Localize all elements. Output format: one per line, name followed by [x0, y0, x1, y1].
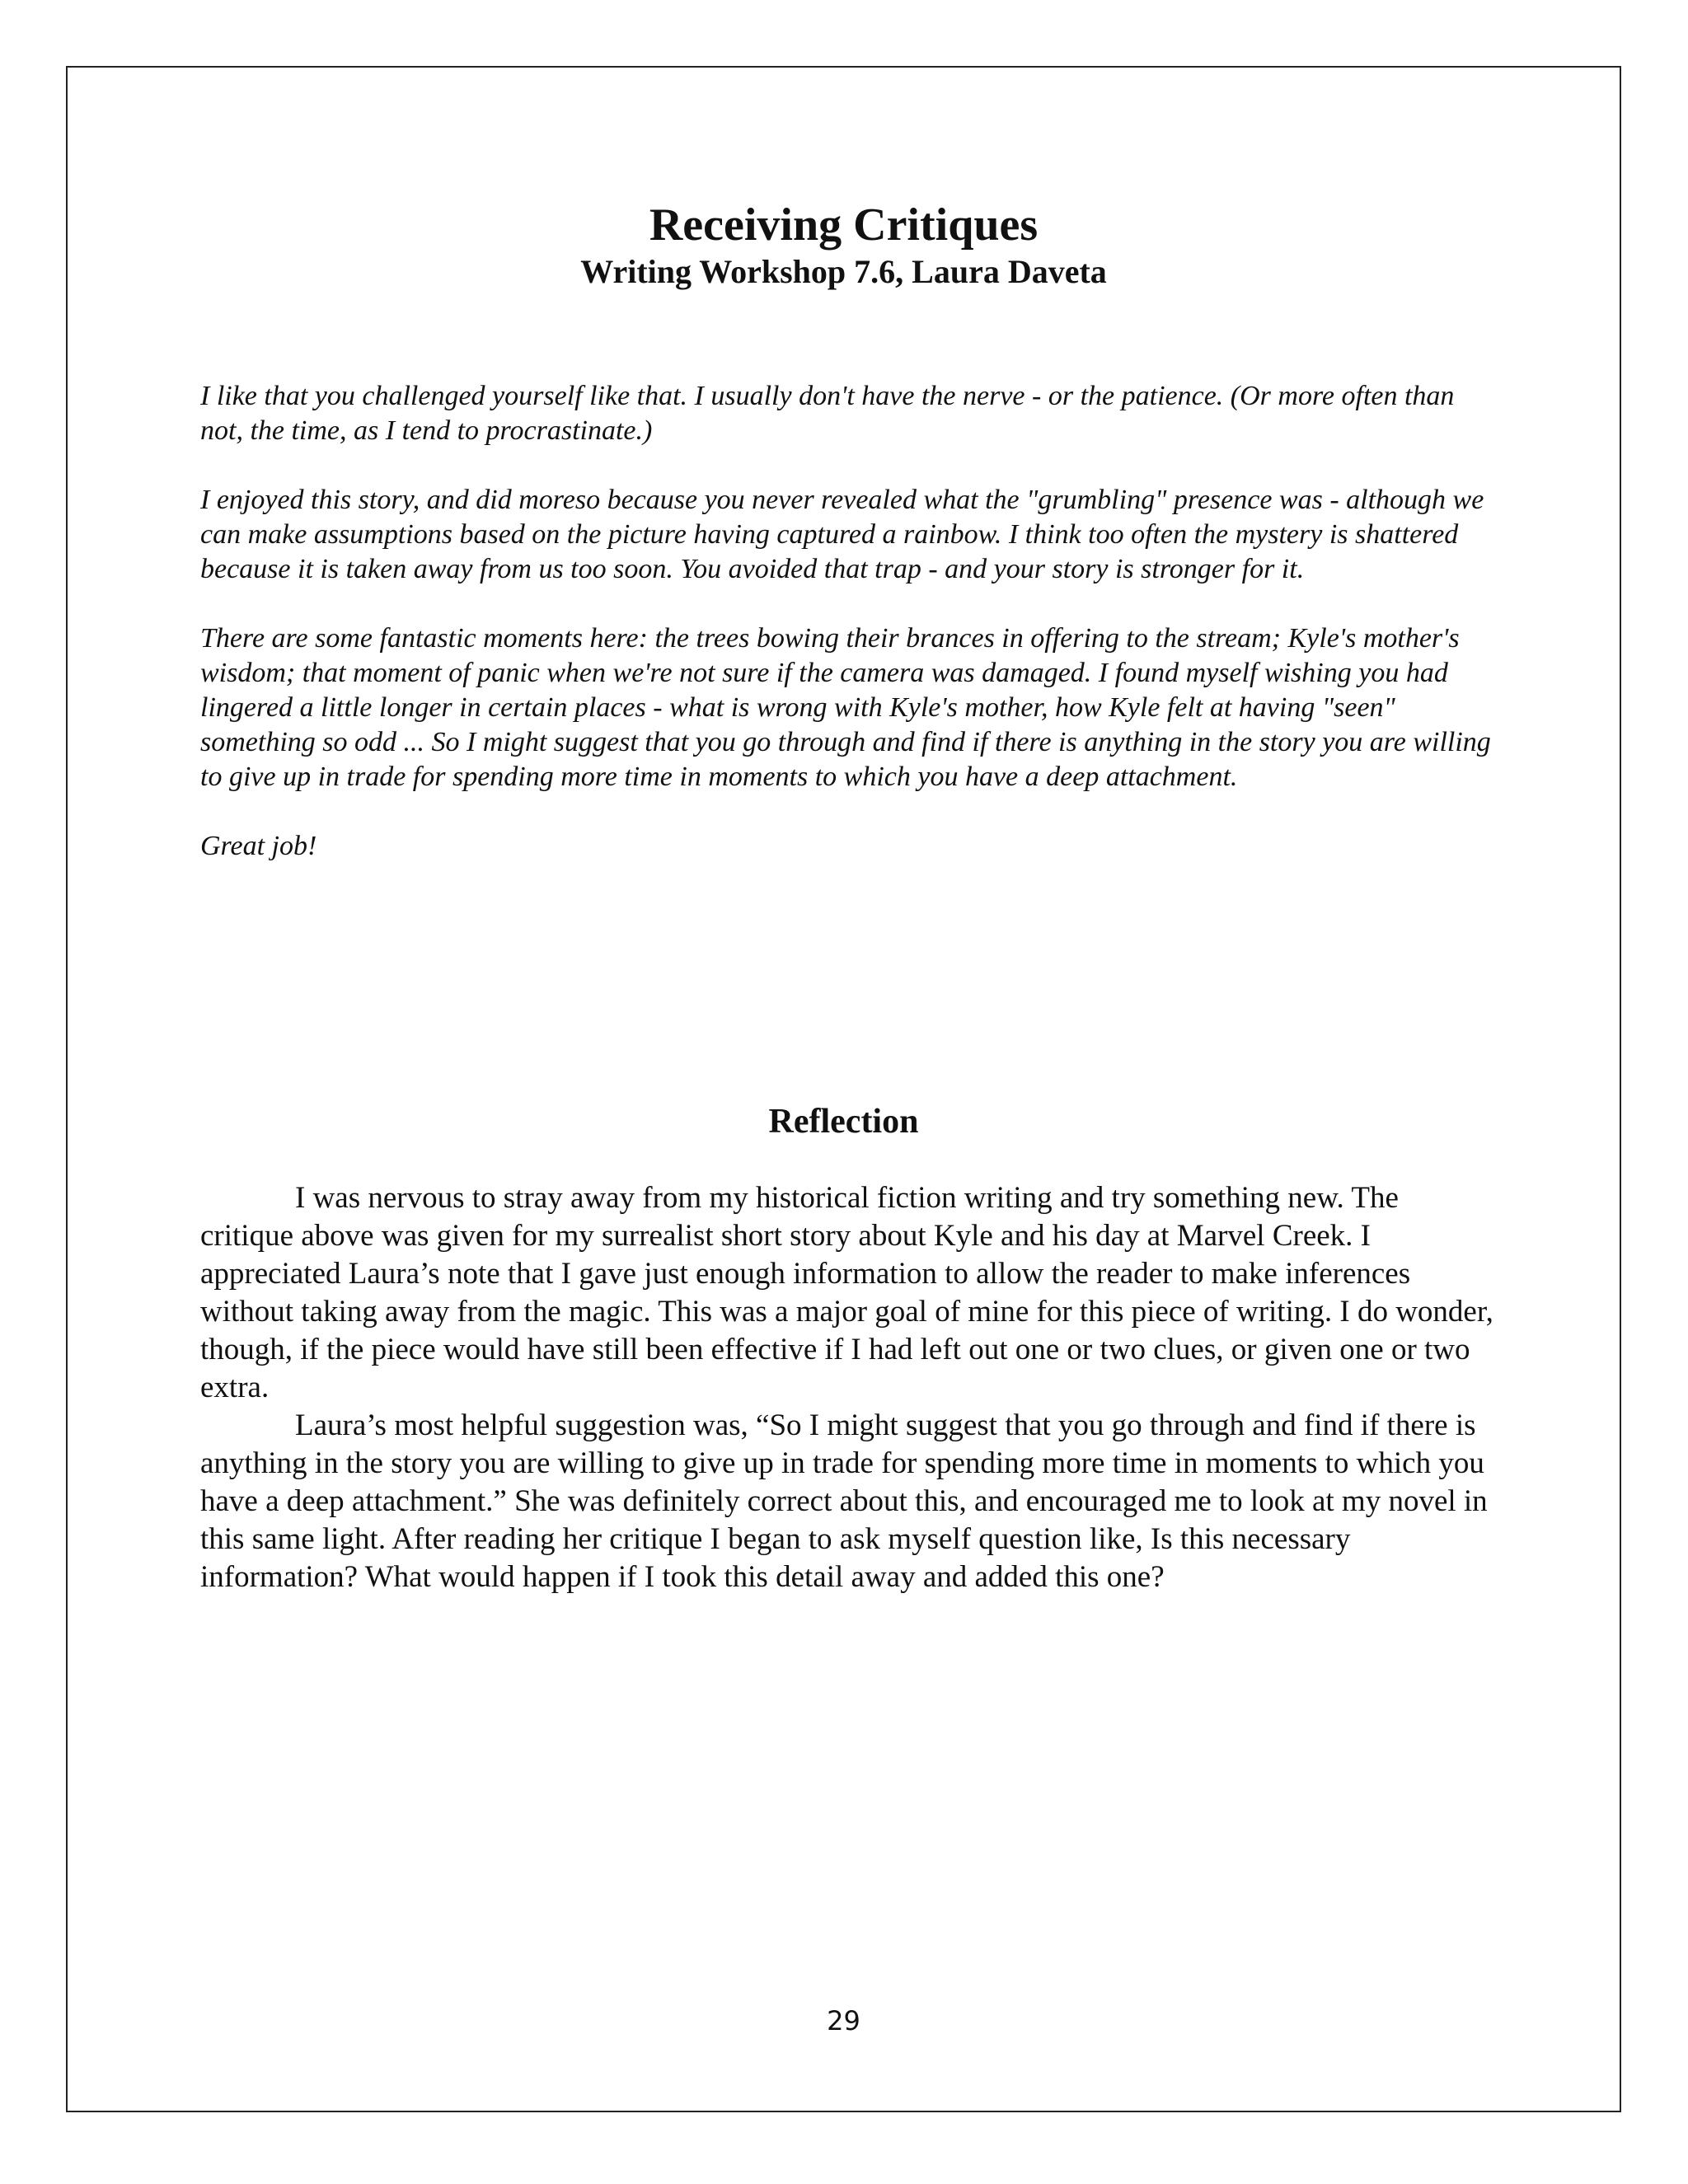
- reflection-paragraph-1: I was nervous to stray away from my historical fiction writing and try something new. The critique above was given for my surrealist short story about Kyle and his day at Marvel Creek. I appreciated Laura’s note that I gave just enough information to allow the reader to make inferences without taking away from the magic. This was a major goal of mine for this piece of writing. I do wonder, though, if the piece would have still been effective if I had left out one or two clues, or given one or two extra.: [200, 1181, 1493, 1404]
- critique-section: [200, 379, 1494, 898]
- critique-paragraph-1: I like that you challenged yourself like that. I usually don't have the nerve - or the patience. (Or more often than not, the time, as I tend to procrastinate.): [200, 381, 1455, 446]
- page-border: [66, 66, 1621, 2112]
- page-number: 29: [827, 2005, 860, 2036]
- page-title: Receiving Critiques: [649, 199, 1039, 251]
- page-header: [66, 198, 1621, 292]
- reflection-section: [200, 1179, 1494, 1596]
- reflection-heading: Reflection: [768, 1103, 919, 1141]
- critique-paragraph-3: There are some fantastic moments here: the trees bowing their brances in offering to the stream; Kyle's mother's wisdom; that moment of panic when we're not sure if the camera was damaged. I found myself wishing you had lingered a little longer in certain places - what is wrong with Kyle's mother, how Kyle felt at having "seen" something so odd ... So I might suggest that you go through and find if there is anything in the story you are willing to give up in trade for spending more time in moments to which you have a deep attachment.: [200, 623, 1491, 792]
- page-subtitle: Writing Workshop 7.6, Laura Daveta: [580, 253, 1107, 290]
- critique-paragraph-2: I enjoyed this story, and did moreso because you never revealed what the "grumbling" presence was - although we can make assumptions based on the picture having captured a rainbow. I think too often the mystery is shattered because it is taken away from us too soon. You avoided that trap - and your story is stronger for it.: [200, 485, 1484, 584]
- critique-closing: Great job!: [200, 831, 317, 861]
- reflection-paragraph-2: Laura’s most helpful suggestion was, “So I might suggest that you go through and find if there is anything in the story you are willing to give up in trade for spending more time in moments to which you have a deep attachment.” She was definitely correct about this, and encouraged me to look at my novel in this same light. After reading her critique I began to ask myself question like, Is this necessary information? What would happen if I took this detail away and added this one?: [200, 1408, 1488, 1594]
